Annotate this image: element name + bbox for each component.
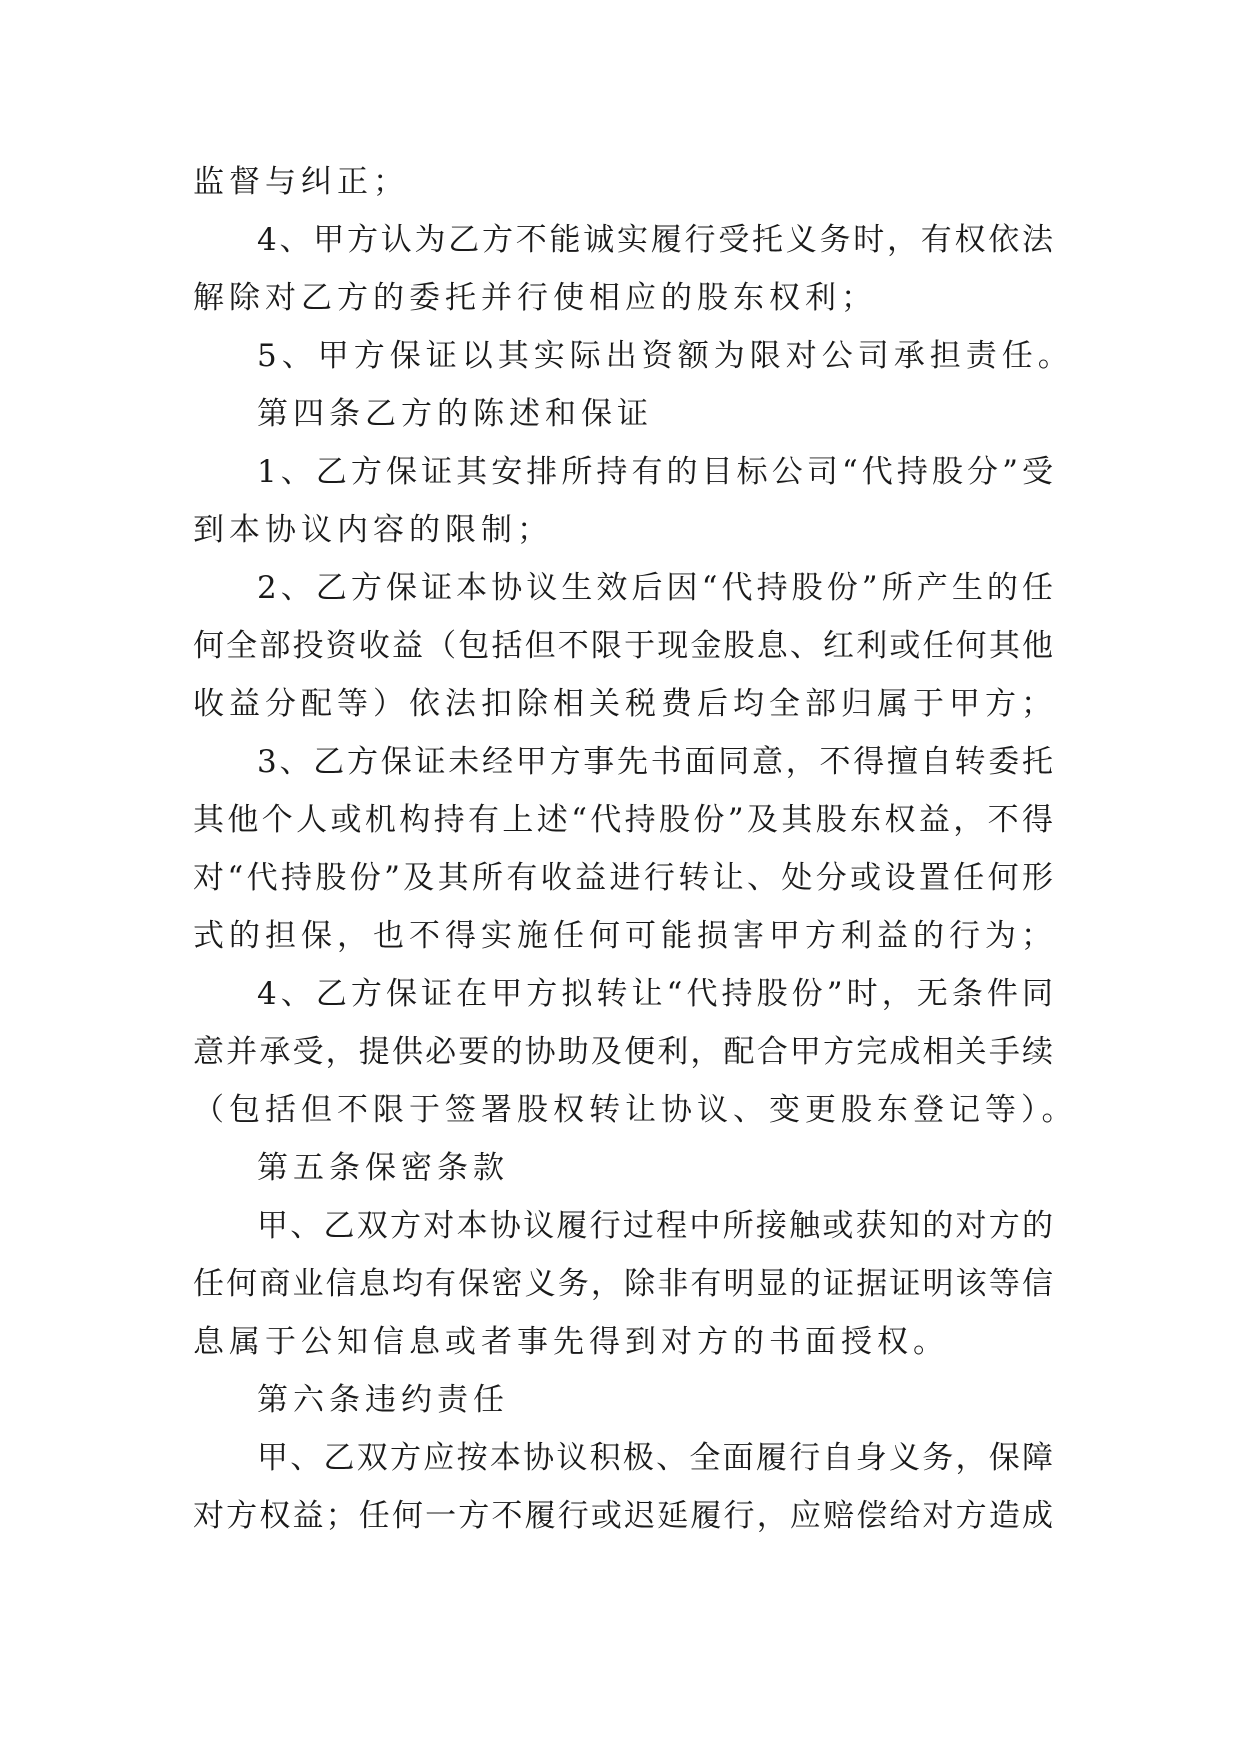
text-line: 3、乙方保证未经甲方事先书面同意，不得擅自转委托 — [257, 744, 1053, 780]
text-line: 式的担保，也不得实施任何可能损害甲方利益的行为； — [193, 918, 1057, 954]
text-line: 其他个人或机构持有上述“代持股份”及其股东权益，不得 — [193, 802, 1053, 838]
text-line: 息属于公知信息或者事先得到对方的书面授权。 — [193, 1324, 949, 1360]
text-line: （包括但不限于签署股权转让协议、变更股东登记等）。 — [193, 1092, 1078, 1128]
text-line: 5、甲方保证以其实际出资额为限对公司承担责任。 — [257, 338, 1074, 374]
text-line: 何全部投资收益（包括但不限于现金股息、红利或任何其他 — [193, 628, 1053, 664]
text-line: 对方权益；任何一方不履行或迟延履行，应赔偿给对方造成 — [193, 1498, 1053, 1534]
text-line: 甲、乙双方应按本协议积极、全面履行自身义务，保障 — [257, 1440, 1053, 1476]
text-line: 意并承受，提供必要的协助及便利，配合甲方完成相关手续 — [193, 1034, 1053, 1070]
text-line: 监督与纠正； — [193, 164, 409, 200]
text-line: 任何商业信息均有保密义务，除非有明显的证据证明该等信 — [193, 1266, 1053, 1302]
text-line: 解除对乙方的委托并行使相应的股东权利； — [193, 280, 877, 316]
text-line: 4、甲方认为乙方不能诚实履行受托义务时，有权依法 — [257, 222, 1053, 258]
section-heading: 第五条保密条款 — [257, 1150, 509, 1186]
section-heading: 第四条乙方的陈述和保证 — [257, 396, 653, 432]
text-line: 到本协议内容的限制； — [193, 512, 553, 548]
section-heading: 第六条违约责任 — [257, 1382, 509, 1418]
text-line: 甲、乙双方对本协议履行过程中所接触或获知的对方的 — [257, 1208, 1053, 1244]
text-line: 1、乙方保证其安排所持有的目标公司“代持股分”受 — [257, 454, 1053, 490]
text-line: 4、乙方保证在甲方拟转让“代持股份”时，无条件同 — [257, 976, 1053, 1012]
text-line: 对“代持股份”及其所有收益进行转让、处分或设置任何形 — [193, 860, 1053, 896]
text-line: 2、乙方保证本协议生效后因“代持股份”所产生的任 — [257, 570, 1053, 606]
text-line: 收益分配等）依法扣除相关税费后均全部归属于甲方； — [193, 686, 1057, 722]
